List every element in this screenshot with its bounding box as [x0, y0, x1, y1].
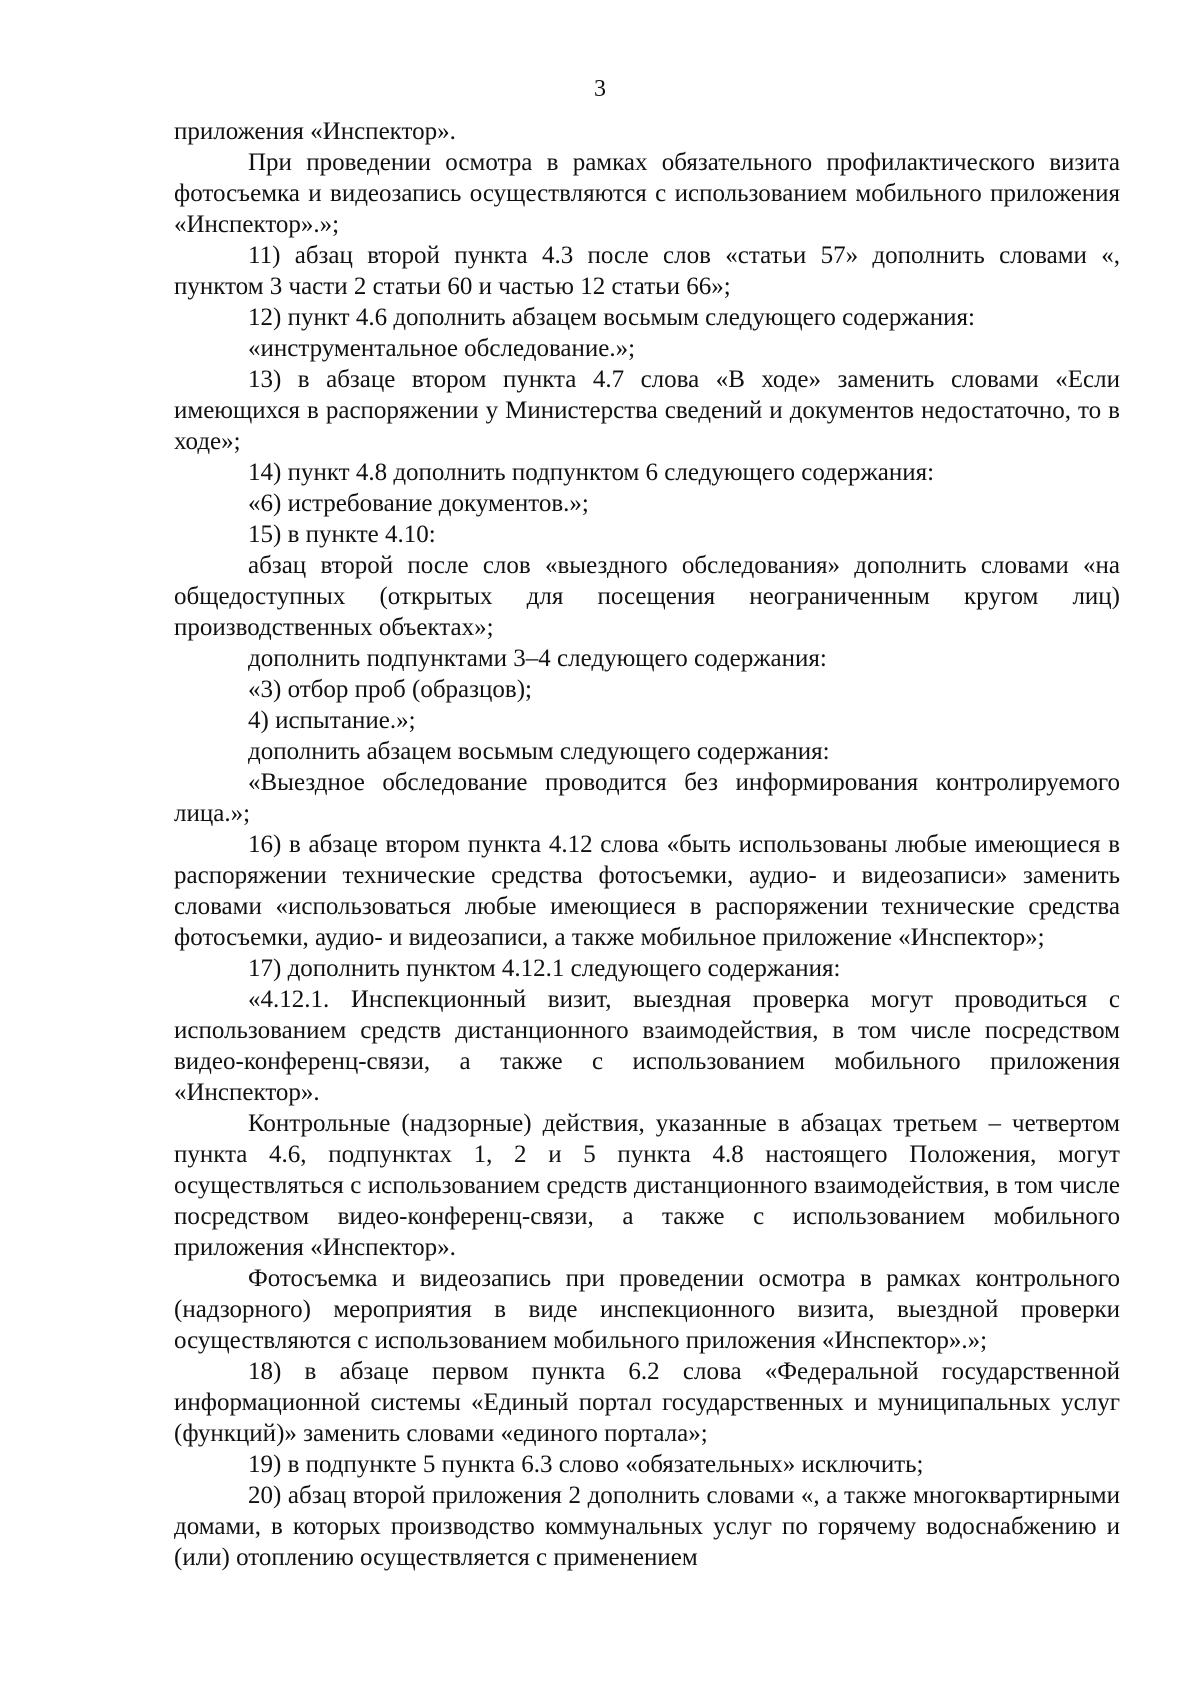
paragraph: Фотосъемка и видеозапись при проведении осмотра в рамках контрольного (надзорного) мероприятия в виде инспекционного визита, выездной проверки осуществляются с использованием мобильного приложения «Инспектор».»; — [174, 1265, 1120, 1354]
paragraph: 18) в абзаце первом пункта 6.2 слова «Федеральной государственной информационной системы «Единый портал государственных и муниципальных услуг (функций)» заменить словами «единого портала»; — [174, 1358, 1120, 1447]
paragraph: «6) истребование документов.»; — [248, 490, 589, 517]
paragraph: 14) пункт 4.8 дополнить подпунктом 6 следующего содержания: — [248, 459, 935, 486]
paragraph: Контрольные (надзорные) действия, указанные в абзацах третьем – четвертом пункта 4.6, подпунктах 1, 2 и 5 пункта 4.8 настоящего Положения, могут осуществляться с использованием средств дистанционного взаимодействия, в том числе посредством видео-конференц-связи, а также с использованием мобильного приложения «Инспектор». — [174, 1110, 1120, 1261]
paragraph: 19) в подпункте 5 пункта 6.3 слово «обязательных» исключить; — [248, 1451, 924, 1478]
paragraph: 4) испытание.»; — [248, 707, 416, 734]
paragraph: 20) абзац второй приложения 2 дополнить словами «, а также многоквартирными домами, в которых производство коммунальных услуг по горячему водоснабжению и (или) отоплению осуществляется с применением — [174, 1482, 1120, 1571]
page-number: 3 — [594, 76, 606, 102]
paragraph: 13) в абзаце втором пункта 4.7 слова «В ходе» заменить словами «Если имеющихся в распоряжении у Министерства сведений и документов недостаточно, то в ходе»; — [174, 366, 1120, 455]
paragraph: 16) в абзаце втором пункта 4.12 слова «быть использованы любые имеющиеся в распоряжении технические средства фотосъемки, аудио- и видеозаписи» заменить словами «использоваться любые имеющиеся в распоряжении технические средства фотосъемки, аудио- и видеозаписи, а также мобильное приложение «Инспектор»; — [174, 831, 1120, 951]
paragraph: «4.12.1. Инспекционный визит, выездная проверка могут проводиться с использованием средств дистанционного взаимодействия, в том числе посредством видео-конференц-связи, а также с использованием мобильного приложения «Инспектор». — [174, 986, 1120, 1106]
paragraph: 17) дополнить пунктом 4.12.1 следующего содержания: — [248, 955, 841, 982]
paragraph: 15) в пункте 4.10: — [248, 521, 436, 548]
paragraph: 12) пункт 4.6 дополнить абзацем восьмым следующего содержания: — [248, 304, 975, 331]
paragraph: 11) абзац второй пункта 4.3 после слов «статьи 57» дополнить словами «, пунктом 3 части 2 статьи 60 и частью 12 статьи 66»; — [174, 242, 1120, 300]
paragraph: «3) отбор проб (образцов); — [248, 676, 532, 703]
document-body — [174, 116, 1120, 1573]
paragraph: дополнить подпунктами 3–4 следующего содержания: — [248, 645, 827, 672]
paragraph: «Выездное обследование проводится без информирования контролируемого лица.»; — [174, 769, 1120, 827]
paragraph: приложения «Инспектор». — [174, 118, 456, 145]
paragraph: абзац второй после слов «выездного обследования» дополнить словами «на общедоступных (открытых для посещения неограниченным кругом лиц) производственных объектах»; — [174, 552, 1120, 641]
paragraph: «инструментальное обследование.»; — [248, 335, 636, 362]
paragraph: дополнить абзацем восьмым следующего содержания: — [248, 738, 830, 765]
paragraph: При проведении осмотра в рамках обязательного профилактического визита фотосъемка и видеозапись осуществляются с использованием мобильного приложения «Инспектор».»; — [174, 149, 1120, 238]
